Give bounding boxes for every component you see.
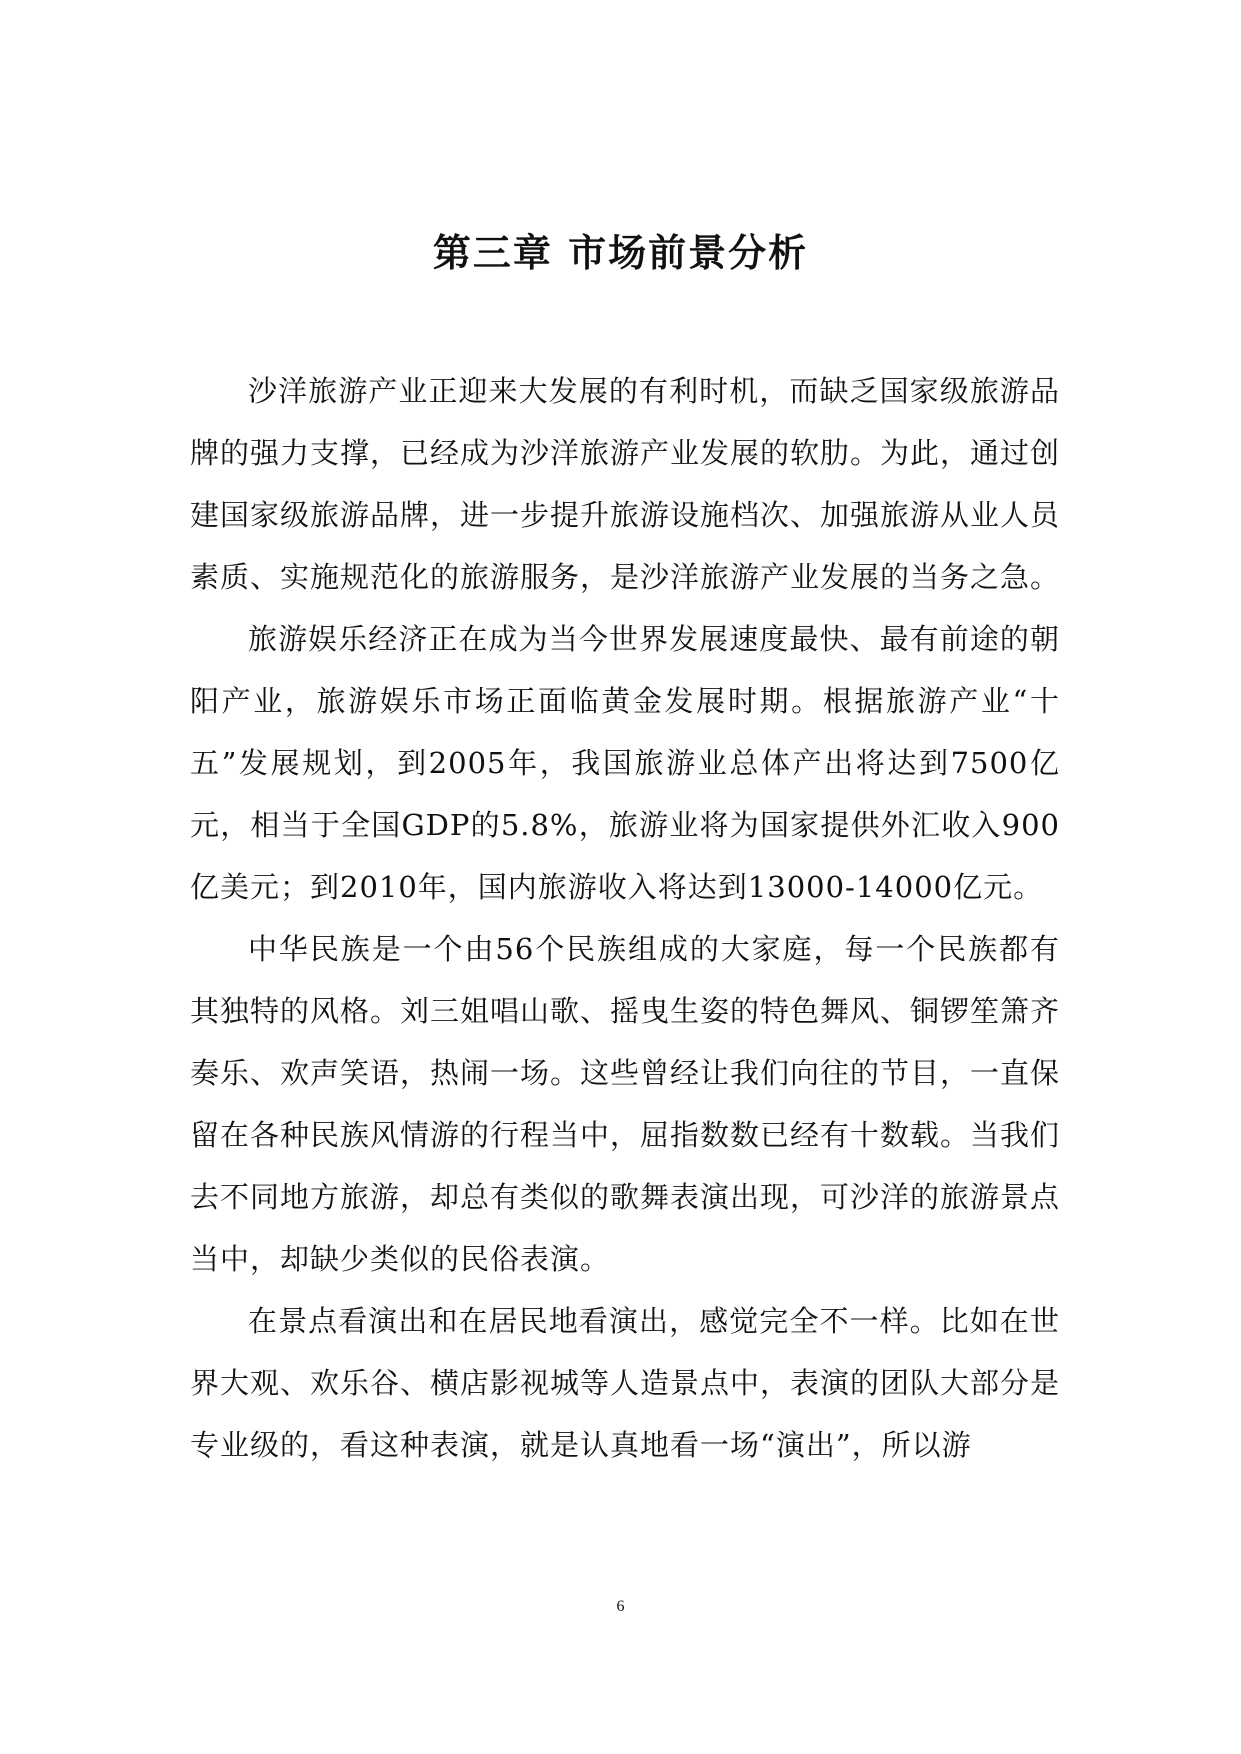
paragraph: 旅游娱乐经济正在成为当今世界发展速度最快、最有前途的朝阳产业，旅游娱乐市场正面临黄金发展时期。根据旅游产业“十五”发展规划，到2005年，我国旅游业总体产出将达到7500亿元，相当于全国GDP的5.8%，旅游业将为国家提供外汇收入900亿美元；到2010年，国内旅游收入将达到13000-14000亿元。 (190, 622, 1060, 904)
paragraph: 沙洋旅游产业正迎来大发展的有利时机，而缺乏国家级旅游品牌的强力支撑，已经成为沙洋旅游产业发展的软肋。为此，通过创建国家级旅游品牌，进一步提升旅游设施档次、加强旅游从业人员素质、实施规范化的旅游服务，是沙洋旅游产业发展的当务之急。 (190, 374, 1061, 594)
paragraph: 在景点看演出和在居民地看演出，感觉完全不一样。比如在世界大观、欢乐谷、横店影视城等人造景点中，表演的团队大部分是专业级的，看这种表演，就是认真地看一场“演出”，所以游 (190, 1304, 1061, 1462)
page-number: 6 (616, 1598, 625, 1615)
chapter-title: 第三章 市场前景分析 (432, 231, 809, 275)
body-text (190, 360, 1060, 1476)
paragraph: 中华民族是一个由56个民族组成的大家庭，每一个民族都有其独特的风格。刘三姐唱山歌、摇曳生姿的特色舞风、铜锣笙箫齐奏乐、欢声笑语，热闹一场。这些曾经让我们向往的节目，一直保留在各种民族风情游的行程当中，屈指数数已经有十数载。当我们去不同地方旅游，却总有类似的歌舞表演出现，可沙洋的旅游景点当中，却缺少类似的民俗表演。 (190, 932, 1061, 1276)
